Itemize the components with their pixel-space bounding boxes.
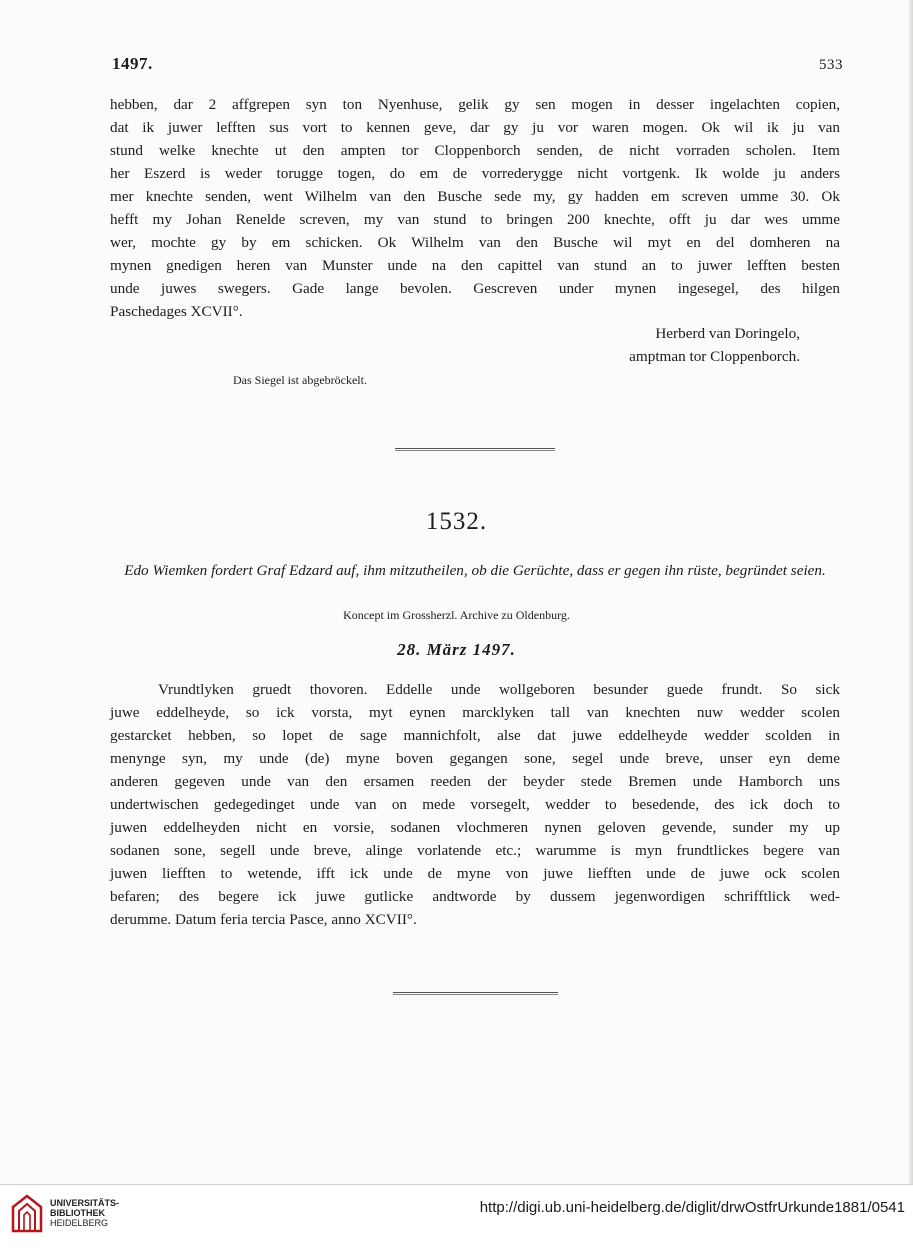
- letter-1-line: hefft my Johan Renelde screven, my van stund to bringen 200 knechte, offt ju dar wes umme: [110, 211, 840, 228]
- library-name-line: BIBLIOTHEK: [50, 1208, 105, 1218]
- library-name-line: UNIVERSITÄTS-: [50, 1198, 120, 1208]
- letter-2-line: befaren; des begere ick juwe gutlicke andtworde by dussem jegenwordigen schrifftlick wed-: [110, 888, 840, 905]
- document-source: Koncept im Grossherzl. Archive zu Oldenburg.: [343, 608, 570, 622]
- letter-2-line: Vrundtlyken gruedt thovoren. Eddelle unde wollgeboren besunder guede frundt. So sick: [158, 681, 840, 698]
- letter-1-line: wer, mochte gy by em schicken. Ok Wilhelm van den Busche wil myt en del domheren na: [110, 234, 840, 251]
- letter-2-line: menynge syn, my unde (de) myne boven gegangen sone, segel unde breve, unser eyn deme: [110, 750, 840, 767]
- letter-1-line: mynen gnedigen heren van Munster unde na den capittel van stund an to juwer lefften besten: [110, 257, 840, 274]
- letter-2-line: anderen gegeven unde van den ersamen reeden der beyder stede Bremen unde Hamborch uns: [110, 773, 840, 790]
- letter-2-line: undertwischen gedegedinget unde van on mede vorsegelt, wedder to besedende, des ick doch to: [110, 796, 840, 813]
- signature-title: amptman tor Cloppenborch.: [629, 348, 800, 365]
- section-divider: [395, 448, 555, 451]
- library-name-line: HEIDELBERG: [50, 1218, 109, 1228]
- document-date: 28. März 1497.: [397, 640, 516, 659]
- library-logo[interactable]: [10, 1193, 119, 1233]
- letter-2-line: juwen eddelheyden nicht en vorsie, sodanen vlochmeren nynen geloven gevende, sunder my up: [110, 819, 840, 836]
- header-year: 1497.: [112, 54, 153, 73]
- letter-1-line: mer knechte senden, went Wilhelm van den Busche sede my, gy hadden em screven umme 30. Ok: [110, 188, 840, 205]
- section-divider-bottom: [393, 992, 558, 995]
- permalink-url[interactable]: http://digi.ub.uni-heidelberg.de/diglit/drwOstfrUrkunde1881/0541: [479, 1199, 905, 1216]
- library-logo-icon: [10, 1193, 44, 1233]
- scan-edge: [909, 0, 913, 1184]
- letter-1-line: hebben, dar 2 affgrepen syn ton Nyenhuse, gelik gy sen mogen in desser ingelachten copien,: [110, 96, 840, 113]
- letter-2-line: gestarcket hebben, so lopet de sage mannichfolt, alse dat juwe eddelheyde wedder scolden in: [110, 727, 840, 744]
- letter-2-line: juwe eddelheyde, so ick vorsta, myt eynen marcklyken tall van knechten nuw wedder scolen: [110, 704, 840, 721]
- letter-1-body: [110, 93, 840, 323]
- signature-name: Herberd van Doringelo,: [655, 325, 800, 342]
- page-number: 533: [819, 57, 843, 73]
- letter-2-line: juwen liefften to wetende, ifft ick unde de myne von juwe liefften unde de juwe ock scolen: [110, 865, 840, 882]
- letter-1-line: her Eszerd is weder torugge togen, do em de vorrederygge nicht vortgenk. Ik wolde ju anders: [110, 165, 840, 182]
- letter-1-line: unde juwes swegers. Gade lange bevolen. Gescreven under mynen ingesegel, des hilgen: [110, 280, 840, 297]
- viewer-footer: [0, 1184, 913, 1250]
- letter-2-body: [110, 678, 840, 931]
- letter-2-line: sodanen sone, segell unde breve, alinge vorlatende etc.; warumme is myn frundtlickes begere van: [110, 842, 840, 859]
- document-summary: Edo Wiemken fordert Graf Edzard auf, ihm mitzutheilen, ob die Gerüchte, dass er gegen ihn rüste, begründet seien.: [124, 562, 826, 579]
- seal-note: Das Siegel ist abgebröckelt.: [233, 373, 367, 387]
- running-header: [112, 54, 843, 74]
- letter-1-line: stund welke knechte ut den ampten tor Cloppenborch senden, de nicht vorraden scholen. Item: [110, 142, 840, 159]
- letter-1-line: Paschedages XCVII°.: [110, 303, 243, 320]
- letter-2-line: derumme. Datum feria tercia Pasce, anno XCVII°.: [110, 911, 417, 928]
- letter-1-line: dat ik juwer lefften sus vort to kennen geve, dar gy ju vor waren mogen. Ok wil ik ju van: [110, 119, 840, 136]
- document-number: 1532.: [425, 508, 488, 535]
- library-name: [50, 1198, 119, 1228]
